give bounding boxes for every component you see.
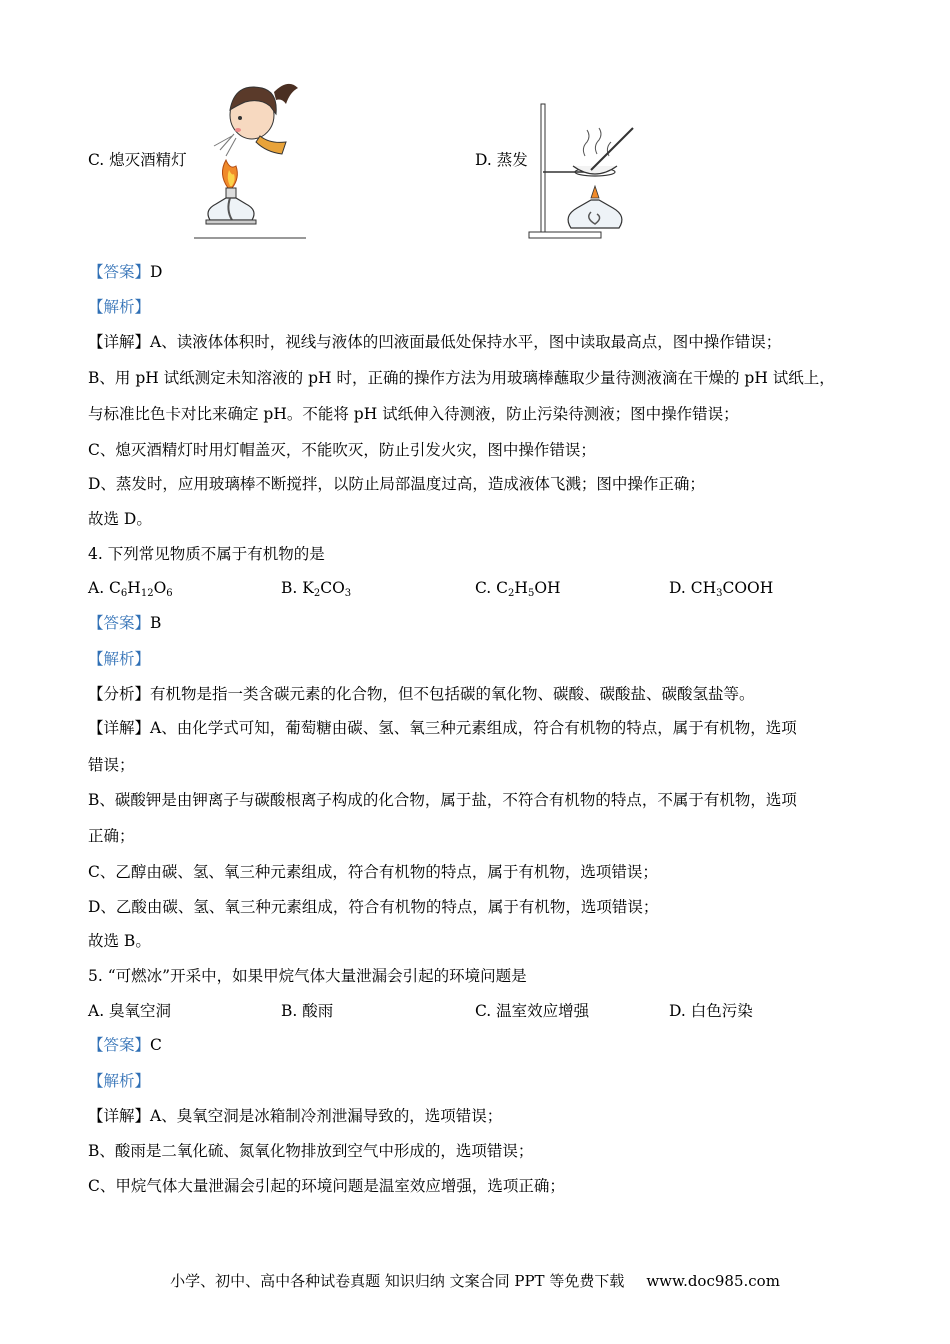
q3-answer: 【答案】D — [88, 263, 163, 281]
footer-text: 小学、初中、高中各种试卷真题 知识归纳 文案合同 PPT 等免费下载 — [170, 1272, 625, 1290]
extinguish-lamp-figure — [190, 70, 310, 242]
q5-option-c: C. 温室效应增强 — [475, 1002, 590, 1020]
q4-detail-a2: 错误； — [88, 756, 135, 774]
q5-option-d: D. 白色污染 — [669, 1002, 753, 1020]
footer-url[interactable]: www.doc985.com — [646, 1272, 780, 1290]
q4-conclusion: 故选 B。 — [88, 932, 151, 950]
q3-option-c: C. 熄灭酒精灯 — [88, 151, 187, 169]
q5-option-a: A. 臭氧空洞 — [88, 1002, 172, 1020]
q3-detail-d: D、蒸发时，应用玻璃棒不断搅拌，以防止局部温度过高，造成液体飞溅；图中操作正确； — [88, 475, 705, 493]
q3-detail-b2: 与标准比色卡对比来确定 pH。不能将 pH 试纸伸入待测液，防止污染待测液；图中操作错误； — [88, 405, 739, 423]
q5-option-b: B. 酸雨 — [281, 1002, 334, 1020]
q4-detail-b1: B、碳酸钾是由钾离子与碳酸根离子构成的化合物，属于盐，不符合有机物的特点，不属于有机物，选项 — [88, 791, 797, 809]
q4-detail-a1: 【详解】A、由化学式可知，葡萄糖由碳、氢、氧三种元素组成，符合有机物的特点，属于有机物，选项 — [88, 719, 797, 737]
q4-option-d: D. $CH_3COOH$ — [669, 579, 774, 599]
q4-analysis-tag: 【解析】 — [88, 650, 151, 668]
q3-option-d: D. 蒸发 — [475, 151, 528, 169]
q4-option-b: B. $K_2CO_3$ — [281, 579, 352, 599]
q4-detail-c: C、乙醇由碳、氢、氧三种元素组成，符合有机物的特点，属于有机物，选项错误； — [88, 863, 658, 881]
q5-detail-b: B、酸雨是二氧化硫、氮氧化物排放到空气中形成的，选项错误； — [88, 1142, 534, 1160]
q4-stem: 4. 下列常见物质不属于有机物的是 — [88, 545, 325, 563]
q4-detail-b2: 正确； — [88, 827, 135, 845]
q3-detail-b1: B、用 pH 试纸测定未知溶液的 pH 时，正确的操作方法为用玻璃棒蘸取少量待测液滴在干燥的 pH 试纸上， — [88, 369, 835, 387]
q5-analysis-tag: 【解析】 — [88, 1072, 151, 1090]
q3-analysis-tag: 【解析】 — [88, 298, 151, 316]
q5-detail-c: C、甲烷气体大量泄漏会引起的环境问题是温室效应增强，选项正确； — [88, 1177, 565, 1195]
q5-detail-a: 【详解】A、臭氧空洞是冰箱制冷剂泄漏导致的，选项错误； — [88, 1107, 503, 1125]
q3-detail-c: C、熄灭酒精灯时用灯帽盖灭，不能吹灭，防止引发火灾，图中操作错误； — [88, 441, 596, 459]
q4-detail-d: D、乙酸由碳、氢、氧三种元素组成，符合有机物的特点，属于有机物，选项错误； — [88, 898, 659, 916]
q3-conclusion: 故选 D。 — [88, 510, 152, 528]
q5-answer: 【答案】C — [88, 1036, 162, 1054]
q4-answer: 【答案】B — [88, 614, 162, 632]
q4-option-a: A. $C_6H_{12}O_6$ — [88, 579, 173, 599]
page-footer — [0, 1270, 950, 1291]
evaporation-figure — [525, 98, 645, 240]
q3-detail-a: 【详解】A、读液体体积时，视线与液体的凹液面最低处保持水平，图中读取最高点，图中操作错误； — [88, 333, 782, 351]
q4-analysis: 【分析】有机物是指一类含碳元素的化合物，但不包括碳的氧化物、碳酸、碳酸盐、碳酸氢盐等。 — [88, 685, 755, 703]
q5-stem: 5. “可燃冰”开采中，如果甲烷气体大量泄漏会引起的环境问题是 — [88, 967, 527, 985]
q4-option-c: C. $C_2H_5OH$ — [475, 579, 561, 599]
